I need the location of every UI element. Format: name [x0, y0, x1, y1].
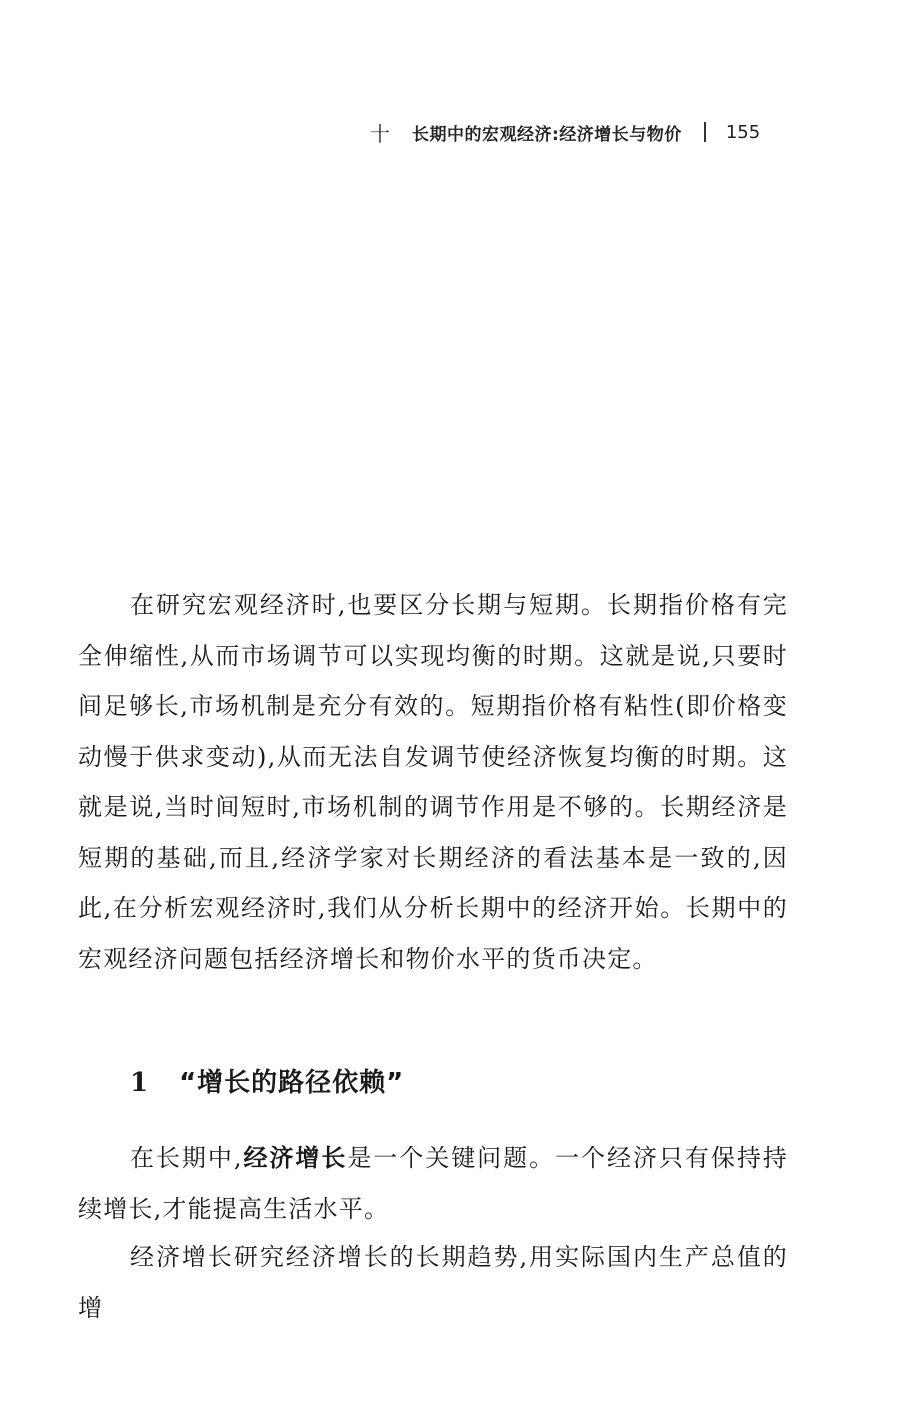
growth-definition-paragraph — [78, 1133, 788, 1234]
growth-definition-block — [78, 1133, 788, 1234]
section-title: “增长的路径依赖” — [179, 1068, 405, 1098]
header-divider — [704, 122, 706, 142]
key-term-economic-growth: 经济增长 — [242, 1144, 348, 1172]
growth-study-paragraph: 经济增长研究经济增长的长期趋势,用实际国内生产总值的增 — [78, 1243, 788, 1322]
chapter-mark: 十 — [370, 121, 390, 146]
page-number: 155 — [725, 121, 761, 143]
growth-study-block — [78, 1232, 788, 1333]
growth-definition-lead: 在长期中, — [130, 1144, 243, 1172]
section-number: 1 — [130, 1068, 150, 1098]
running-header — [340, 118, 800, 146]
growth-definition-rest: 是一个关键问题。一个经济只有保持持续增长,才能提高生活水平。 — [78, 1144, 788, 1223]
running-header-title: 长期中的宏观经济:经济增长与物价 — [412, 124, 682, 145]
intro-block — [78, 580, 788, 984]
intro-paragraph: 在研究宏观经济时,也要区分长期与短期。长期指价格有完全伸缩性,从而市场调节可以实现均衡的时期。这就是说,只要时间足够长,市场机制是充分有效的。短期指价格有粘性(即价格变动慢于供求变动),从而无法自发调节使经济恢复均衡的时期。这就是说,当时间短时,市场机制的调节作用是不够的。长期经济是短期的基础,而且,经济学家对长期经济的看法基本是一致的,因此,在分析宏观经济时,我们从分析长期中的经济开始。长期中的宏观经济问题包括经济增长和物价水平的货币决定。 — [78, 591, 788, 973]
section-heading — [130, 1062, 404, 1099]
